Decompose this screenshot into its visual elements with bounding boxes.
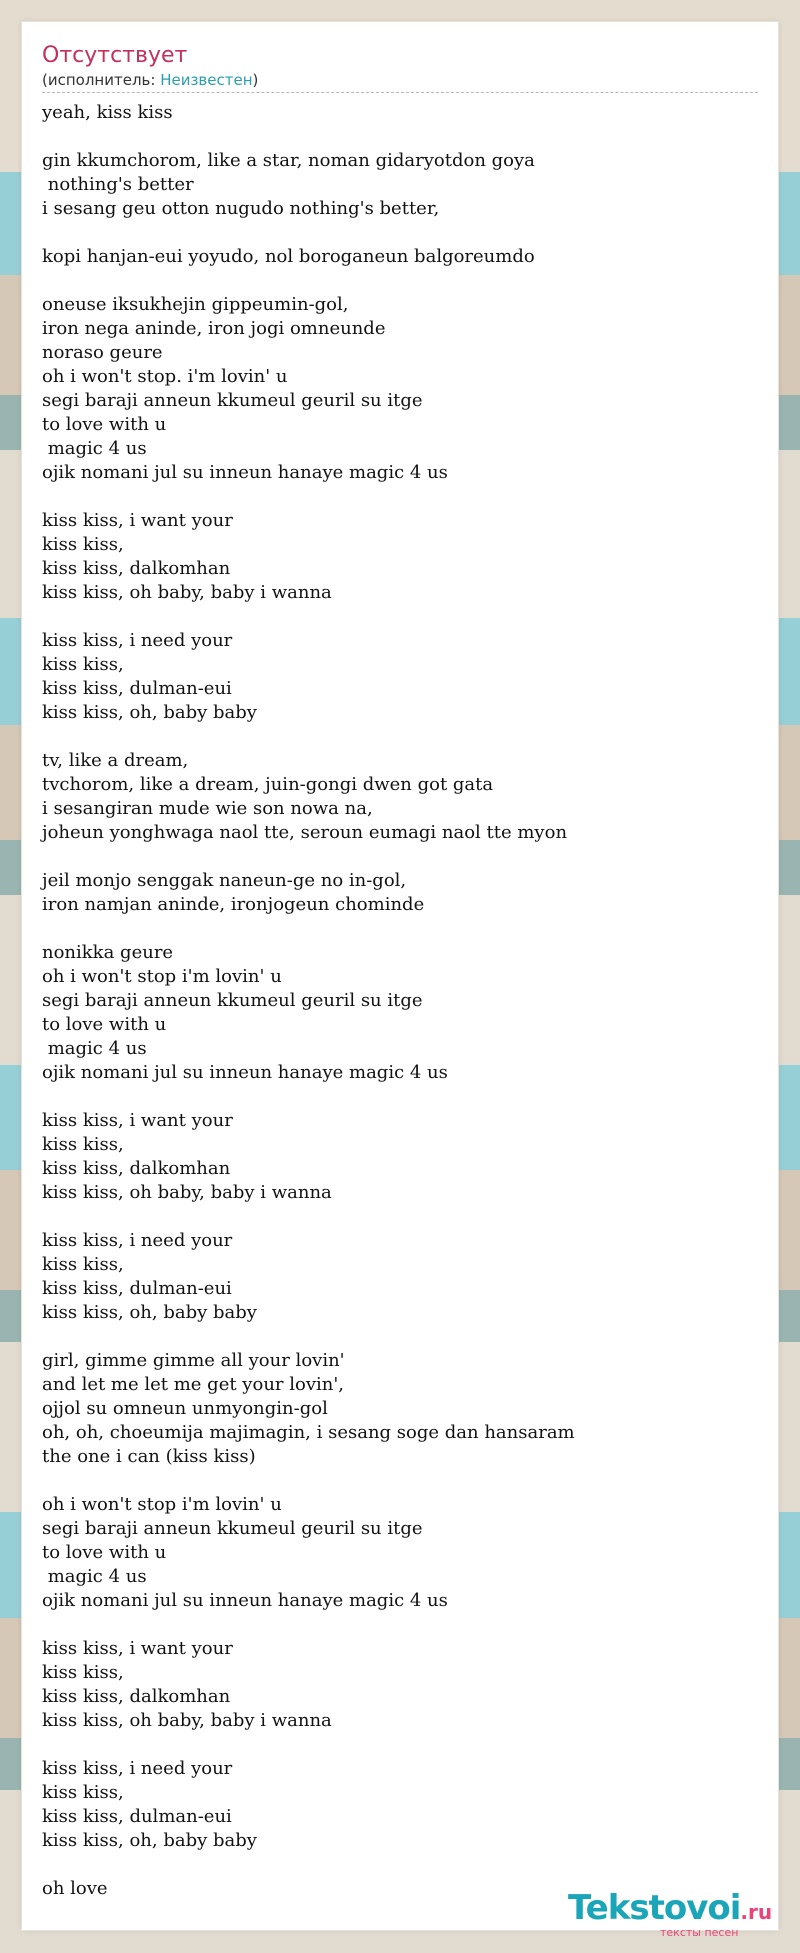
lyric-line: gin kkumchorom, like a star, noman gidaryotdon goya bbox=[42, 150, 535, 171]
lyric-line: kiss kiss, i need your bbox=[42, 1758, 233, 1779]
lyric-line: kiss kiss, bbox=[42, 1254, 124, 1275]
lyric-line: oneuse iksukhejin gippeumin-gol, bbox=[42, 294, 349, 315]
lyric-line: magic 4 us bbox=[42, 1038, 147, 1059]
artist-prefix: (исполнитель: bbox=[42, 71, 161, 89]
lyric-line: kiss kiss, i want your bbox=[42, 1110, 233, 1131]
lyric-blank-line bbox=[42, 1853, 758, 1877]
lyric-line: i sesang geu otton nugudo nothing's better, bbox=[42, 198, 440, 219]
lyrics-page bbox=[22, 22, 778, 1930]
lyric-line: the one i can (kiss kiss) bbox=[42, 1446, 256, 1467]
lyric-blank-line bbox=[42, 605, 758, 629]
lyric-line: kiss kiss, dalkomhan bbox=[42, 558, 231, 579]
lyric-line: kiss kiss, dulman-eui bbox=[42, 1806, 232, 1827]
lyric-line: noraso geure bbox=[42, 342, 163, 363]
lyric-line: kiss kiss, dalkomhan bbox=[42, 1158, 231, 1179]
song-title: Отсутствует bbox=[42, 43, 188, 68]
lyric-line: kiss kiss, i want your bbox=[42, 1638, 233, 1659]
lyric-blank-line bbox=[42, 1613, 758, 1637]
lyric-line: iron nega aninde, iron jogi omneunde bbox=[42, 318, 386, 339]
lyric-line: iron namjan aninde, ironjogeun chominde bbox=[42, 894, 425, 915]
lyric-blank-line bbox=[42, 1733, 758, 1757]
lyric-blank-line bbox=[42, 845, 758, 869]
lyric-line: kiss kiss, oh baby, baby i wanna bbox=[42, 582, 332, 603]
lyric-line: nonikka geure bbox=[42, 942, 174, 963]
lyric-blank-line bbox=[42, 1205, 758, 1229]
lyric-line: kiss kiss, i need your bbox=[42, 630, 233, 651]
lyric-line: kiss kiss, bbox=[42, 654, 124, 675]
lyric-line: kiss kiss, i want your bbox=[42, 510, 233, 531]
lyric-line: kiss kiss, bbox=[42, 534, 124, 555]
lyrics-text bbox=[42, 101, 758, 1901]
lyric-line: ojik nomani jul su inneun hanaye magic 4 us bbox=[42, 462, 448, 483]
lyric-line: oh love bbox=[42, 1878, 108, 1899]
lyric-line: magic 4 us bbox=[42, 1566, 147, 1587]
lyric-line: to love with u bbox=[42, 414, 167, 435]
lyric-line: oh, oh, choeumija majimagin, i sesang soge dan hansaram bbox=[42, 1422, 575, 1443]
lyric-line: tv, like a dream, bbox=[42, 750, 189, 771]
lyric-blank-line bbox=[42, 221, 758, 245]
logo-brand: Tekstovoi bbox=[568, 1888, 741, 1928]
lyric-line: i sesangiran mude wie son nowa na, bbox=[42, 798, 373, 819]
lyric-line: oh i won't stop i'm lovin' u bbox=[42, 1494, 282, 1515]
lyric-line: magic 4 us bbox=[42, 438, 147, 459]
artist-suffix: ) bbox=[252, 71, 259, 89]
lyric-line: segi baraji anneun kkumeul geuril su itge bbox=[42, 990, 423, 1011]
lyric-line: joheun yonghwaga naol tte, seroun eumagi naol tte myon bbox=[42, 822, 568, 843]
lyric-line: kiss kiss, bbox=[42, 1134, 124, 1155]
lyric-line: ojjol su omneun unmyongin-gol bbox=[42, 1398, 328, 1419]
lyric-line: nothing's better bbox=[42, 174, 194, 195]
lyric-blank-line bbox=[42, 485, 758, 509]
lyric-line: kiss kiss, oh, baby baby bbox=[42, 1830, 257, 1851]
logo-tagline: тексты песен bbox=[660, 1926, 739, 1939]
artist-line bbox=[42, 70, 758, 93]
lyric-line: kiss kiss, oh, baby baby bbox=[42, 702, 257, 723]
lyric-line: kiss kiss, i need your bbox=[42, 1230, 233, 1251]
lyric-line: kiss kiss, bbox=[42, 1782, 124, 1803]
lyric-blank-line bbox=[42, 1469, 758, 1493]
lyric-line: kiss kiss, oh, baby baby bbox=[42, 1302, 257, 1323]
lyric-line: ojik nomani jul su inneun hanaye magic 4 us bbox=[42, 1590, 448, 1611]
lyric-line: kiss kiss, bbox=[42, 1662, 124, 1683]
artist-link[interactable]: Неизвестен bbox=[160, 71, 253, 89]
lyric-line: jeil monjo senggak naneun-ge no in-gol, bbox=[42, 870, 407, 891]
lyric-line: kiss kiss, dulman-eui bbox=[42, 1278, 232, 1299]
lyric-blank-line bbox=[42, 917, 758, 941]
logo-tld: .ru bbox=[740, 1900, 773, 1924]
lyric-line: girl, gimme gimme all your lovin' bbox=[42, 1350, 345, 1371]
lyric-line: to love with u bbox=[42, 1542, 167, 1563]
lyric-line: kopi hanjan-eui yoyudo, nol boroganeun balgoreumdo bbox=[42, 246, 535, 267]
lyric-line: oh i won't stop. i'm lovin' u bbox=[42, 366, 288, 387]
lyric-line: ojik nomani jul su inneun hanaye magic 4 us bbox=[42, 1062, 448, 1083]
lyric-blank-line bbox=[42, 725, 758, 749]
lyric-line: oh i won't stop i'm lovin' u bbox=[42, 966, 282, 987]
lyric-line: to love with u bbox=[42, 1014, 167, 1035]
lyric-line: tvchorom, like a dream, juin-gongi dwen got gata bbox=[42, 774, 494, 795]
lyric-line: kiss kiss, oh baby, baby i wanna bbox=[42, 1710, 332, 1731]
lyric-line: kiss kiss, dulman-eui bbox=[42, 678, 232, 699]
lyric-line: yeah, kiss kiss bbox=[42, 102, 173, 123]
lyric-blank-line bbox=[42, 269, 758, 293]
lyric-blank-line bbox=[42, 1085, 758, 1109]
lyric-blank-line bbox=[42, 125, 758, 149]
lyric-line: and let me let me get your lovin', bbox=[42, 1374, 345, 1395]
lyric-line: segi baraji anneun kkumeul geuril su itge bbox=[42, 390, 423, 411]
site-logo[interactable] bbox=[568, 1888, 778, 1938]
lyric-blank-line bbox=[42, 1325, 758, 1349]
lyric-line: kiss kiss, oh baby, baby i wanna bbox=[42, 1182, 332, 1203]
lyric-line: kiss kiss, dalkomhan bbox=[42, 1686, 231, 1707]
lyric-line: segi baraji anneun kkumeul geuril su itge bbox=[42, 1518, 423, 1539]
